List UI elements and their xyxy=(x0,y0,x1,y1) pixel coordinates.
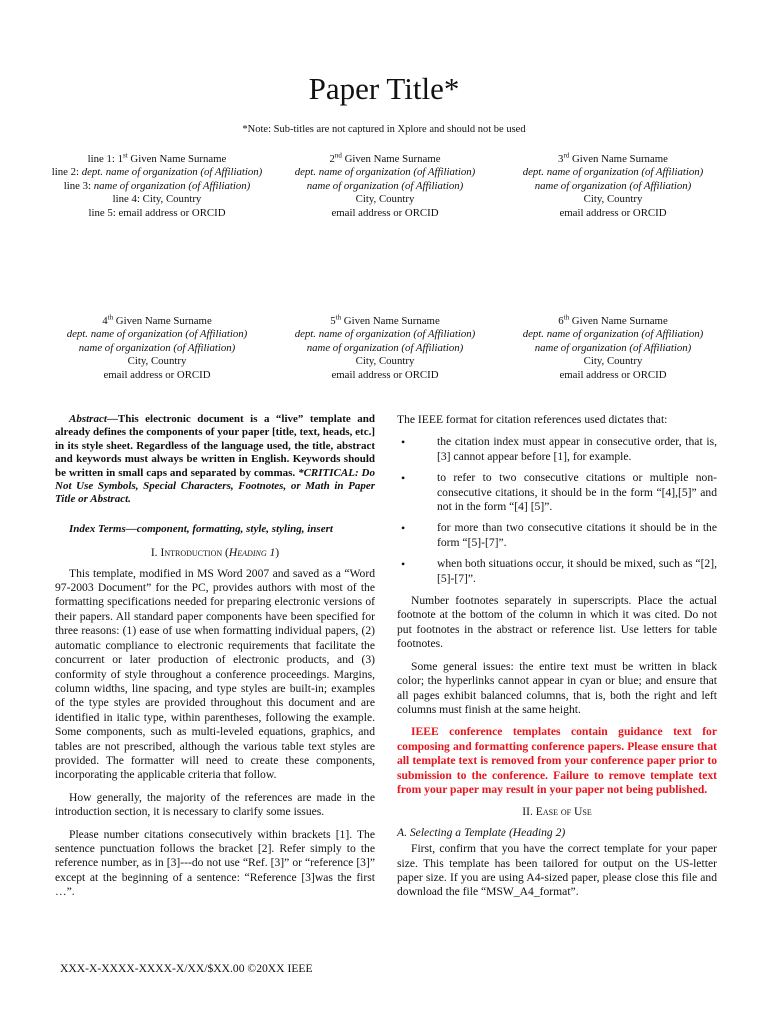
author-org: name of organization (of Affiliation) xyxy=(306,341,464,354)
body-paragraph: Some general issues: the entire text must be written in black color; the hyperlinks cannot appear in cyan or blue; and ensure that all pages exhibit balanced columns, that is, both the right and left columns must finish at the same height. xyxy=(397,659,717,716)
author-block-1 xyxy=(50,153,264,220)
author-name: 5th Given Name Surname xyxy=(330,313,440,327)
citation-rules-list xyxy=(397,435,717,586)
bullet-icon: • xyxy=(401,521,406,536)
section-heading-introduction: I. Introduction (Heading 1) xyxy=(150,546,280,560)
paper-title: Paper Title* xyxy=(308,71,460,106)
author-org: name of organization (of Affiliation) xyxy=(534,341,692,354)
authors-row-1 xyxy=(50,153,720,220)
body-paragraph: Number footnotes separately in superscripts. Place the actual footnote at the bottom of the column in which it was cited. Do not put footnotes in the abstract or reference list. Use letters for table footnotes. xyxy=(397,594,717,651)
author-org: line 3: name of organization (of Affiliation) xyxy=(63,179,251,192)
authors-row-2 xyxy=(50,315,720,382)
author-email: line 5: email address or ORCID xyxy=(88,206,226,219)
author-city: City, Country xyxy=(355,193,415,206)
abstract: Abstract—This electronic document is a “live” template and already defines the components of your paper [title, text, heads, etc.] in its style sheet. Regardless of the language used, the title, abstract and keywords must always be written in English. Keywords should be written in small caps and separated by commas. *CRITICAL: Do Not Use Symbols, Special Characters, Footnotes, or Math in Paper Title or Abstract. xyxy=(55,413,375,506)
author-name: 3rd Given Name Surname xyxy=(558,151,668,165)
body-paragraph: First, confirm that you have the correct template for your paper size. This template has been tailored for output on the US-letter paper size. If you are using A4-sized paper, please close this file and download the file “MSW_A4_format”. xyxy=(397,842,717,899)
list-item: • for more than two consecutive citations it should be in the form “[5]-[7]”. xyxy=(401,521,717,549)
bullet-icon: • xyxy=(401,471,406,486)
bullet-icon: • xyxy=(401,557,406,572)
copyright-footer: XXX-X-XXXX-XXXX-X/XX/$XX.00 ©20XX IEEE xyxy=(60,962,313,975)
author-email: email address or ORCID xyxy=(559,368,667,381)
author-name: 6th Given Name Surname xyxy=(558,313,668,327)
author-dept: dept. name of organization (of Affiliation) xyxy=(66,328,248,341)
author-name: 4th Given Name Surname xyxy=(102,313,212,327)
body-paragraph: This template, modified in MS Word 2007 and saved as a “Word 97-2003 Document” for the PC, provides authors with most of the formatting specifications needed for preparing electronic versions of their papers. All standard paper components have been specified for three reasons: (1) ease of use when formatting individual papers, (2) automatic compliance to electronic requirements that facilitate the concurrent or later production of electronic products, and (3) conformity of style throughout a conference proceedings. Margins, column widths, line spacing, and type styles are built-in; examples of the type styles are provided throughout this document and are identified in italic type, within parentheses, following the example. Some components, such as multi-leveled equations, graphics, and tables are not prescribed, although the various table text styles are provided. The formatter will need to create these components, incorporating the applicable criteria that follow. xyxy=(55,566,375,782)
section-heading-ease-of-use: II. Ease of Use xyxy=(522,805,592,819)
author-dept: dept. name of organization (of Affiliation) xyxy=(294,166,476,179)
bullet-icon: • xyxy=(401,435,406,450)
subsection-heading: A. Selecting a Template (Heading 2) xyxy=(397,825,566,839)
author-org: name of organization (of Affiliation) xyxy=(534,179,692,192)
body-paragraph: How generally, the majority of the references are made in the introduction section, it is necessary to clarify some issues. xyxy=(55,790,375,819)
author-email: email address or ORCID xyxy=(559,206,667,219)
author-name: 2nd Given Name Surname xyxy=(329,151,441,165)
list-item: • the citation index must appear in consecutive order, that is, [3] cannot appear before [1], for example. xyxy=(401,435,717,463)
author-city: City, Country xyxy=(583,355,643,368)
author-org: name of organization (of Affiliation) xyxy=(78,341,236,354)
author-city: City, Country xyxy=(355,355,415,368)
author-block-6 xyxy=(506,315,720,382)
author-city: City, Country xyxy=(583,193,643,206)
author-block-2 xyxy=(278,153,492,220)
author-block-5 xyxy=(278,315,492,382)
author-email: email address or ORCID xyxy=(331,206,439,219)
author-name: line 1: 1st Given Name Surname xyxy=(87,151,227,165)
template-warning: IEEE conference templates contain guidance text for composing and formatting conference papers. Please ensure that all template text is removed from your conference paper prior to submission to the conference. Failure to remove template text from your paper may result in your paper not being published. xyxy=(397,725,717,796)
subtitle-note: *Note: Sub-titles are not captured in Xplore and should not be used xyxy=(242,124,526,135)
list-item: • when both situations occur, it should be mixed, such as “[2],[5]-[7]”. xyxy=(401,557,717,585)
author-city: City, Country xyxy=(127,355,187,368)
author-block-4 xyxy=(50,315,264,382)
citation-format-intro: The IEEE format for citation references used dictates that: xyxy=(397,413,668,426)
right-column xyxy=(397,413,717,908)
author-email: email address or ORCID xyxy=(103,368,211,381)
index-terms: Index Terms—component, formatting, style, styling, insert xyxy=(69,522,333,535)
left-column xyxy=(55,413,375,908)
author-block-3 xyxy=(506,153,720,220)
author-dept: dept. name of organization (of Affiliation) xyxy=(294,328,476,341)
list-item: • to refer to two consecutive citations or multiple non-consecutive citations, it should be in the form “[4],[5]” and not in the form “[4] [5]”. xyxy=(401,471,717,514)
author-dept: dept. name of organization (of Affiliation) xyxy=(522,166,704,179)
author-org: name of organization (of Affiliation) xyxy=(306,179,464,192)
body-paragraph: Please number citations consecutively within brackets [1]. The sentence punctuation follows the bracket [2]. Refer simply to the reference number, as in [3]---do not use “Ref. [3]” or “reference [3]” except at the beginning of a sentence: “Reference [3]was the first …”. xyxy=(55,827,375,899)
author-dept: line 2: dept. name of organization (of Affiliation) xyxy=(51,166,263,179)
author-email: email address or ORCID xyxy=(331,368,439,381)
author-dept: dept. name of organization (of Affiliation) xyxy=(522,328,704,341)
author-city: line 4: City, Country xyxy=(112,193,202,206)
